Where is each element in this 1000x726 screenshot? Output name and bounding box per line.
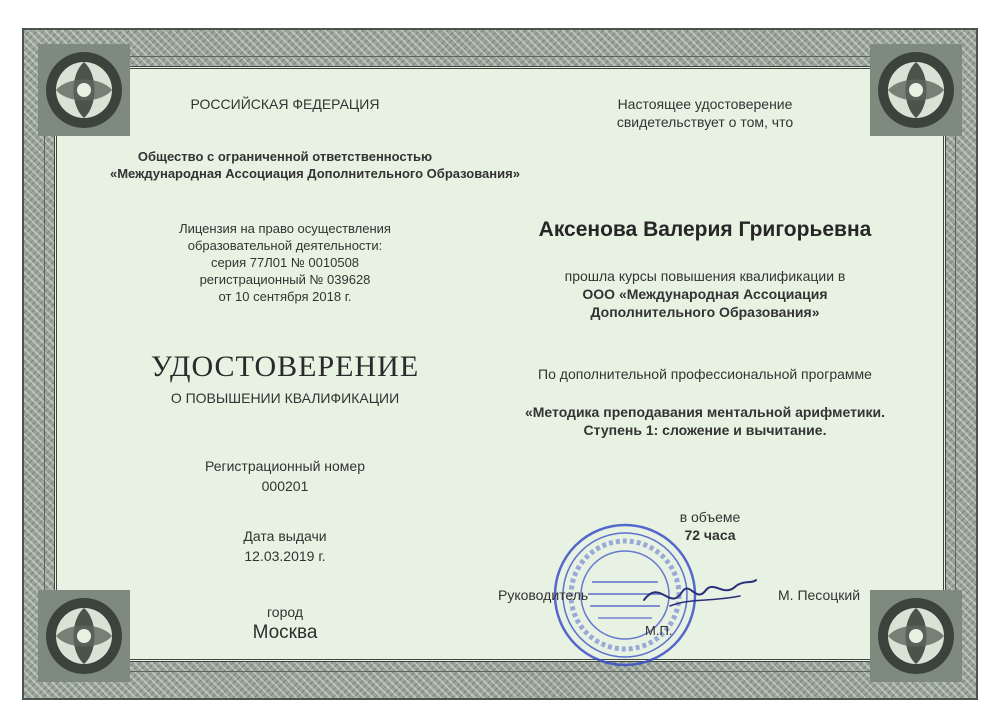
provider-line2: Дополнительного Образования» bbox=[590, 304, 820, 320]
recipient-name: Аксенова Валерия Григорьевна bbox=[538, 218, 872, 241]
program-line2: Ступень 1: сложение и вычитание. bbox=[583, 422, 827, 438]
license-line1: Лицензия на право осуществления bbox=[179, 221, 391, 236]
volume-label: в объеме bbox=[679, 509, 741, 525]
issue-date-label: Дата выдачи bbox=[243, 528, 327, 544]
intro-line1: Настоящее удостоверение bbox=[617, 96, 793, 112]
seal-mark-label: М.П. bbox=[645, 623, 673, 638]
provider-line1: ООО «Международная Ассоциация bbox=[582, 286, 828, 302]
license-line2: образовательной деятельности: bbox=[187, 238, 383, 253]
document-subtitle: О ПОВЫШЕНИИ КВАЛИФИКАЦИИ bbox=[170, 390, 400, 406]
passed-course-line: прошла курсы повышения квалификации в bbox=[564, 268, 846, 284]
registration-label: Регистрационный номер bbox=[205, 458, 365, 474]
volume-value: 72 часа bbox=[684, 527, 736, 543]
license-line4: регистрационный № 039628 bbox=[199, 272, 371, 287]
license-line3: серия 77Л01 № 0010508 bbox=[210, 255, 360, 270]
corner-ornament-top-left bbox=[38, 44, 130, 136]
country-heading: РОССИЙСКАЯ ФЕДЕРАЦИЯ bbox=[190, 96, 380, 112]
corner-ornament-bottom-right bbox=[870, 590, 962, 682]
org-name-line1: Общество с ограниченной ответственностью bbox=[137, 149, 433, 164]
registration-number: 000201 bbox=[261, 478, 309, 494]
license-line5: от 10 сентября 2018 г. bbox=[218, 289, 352, 304]
issue-date-value: 12.03.2019 г. bbox=[244, 548, 326, 564]
signature bbox=[640, 568, 760, 618]
head-label: Руководитель bbox=[498, 587, 589, 603]
intro-line2: свидетельствует о том, что bbox=[616, 114, 794, 130]
city-value: Москва bbox=[252, 622, 318, 643]
program-label: По дополнительной профессиональной программе bbox=[538, 366, 872, 382]
head-name: М. Песоцкий bbox=[778, 587, 861, 603]
program-line1: «Методика преподавания ментальной арифметики. bbox=[524, 404, 886, 420]
org-name-line2: «Международная Ассоциация Дополнительного Образования» bbox=[110, 166, 520, 181]
city-label: город bbox=[266, 604, 304, 620]
document-title: УДОСТОВЕРЕНИЕ bbox=[150, 350, 420, 383]
